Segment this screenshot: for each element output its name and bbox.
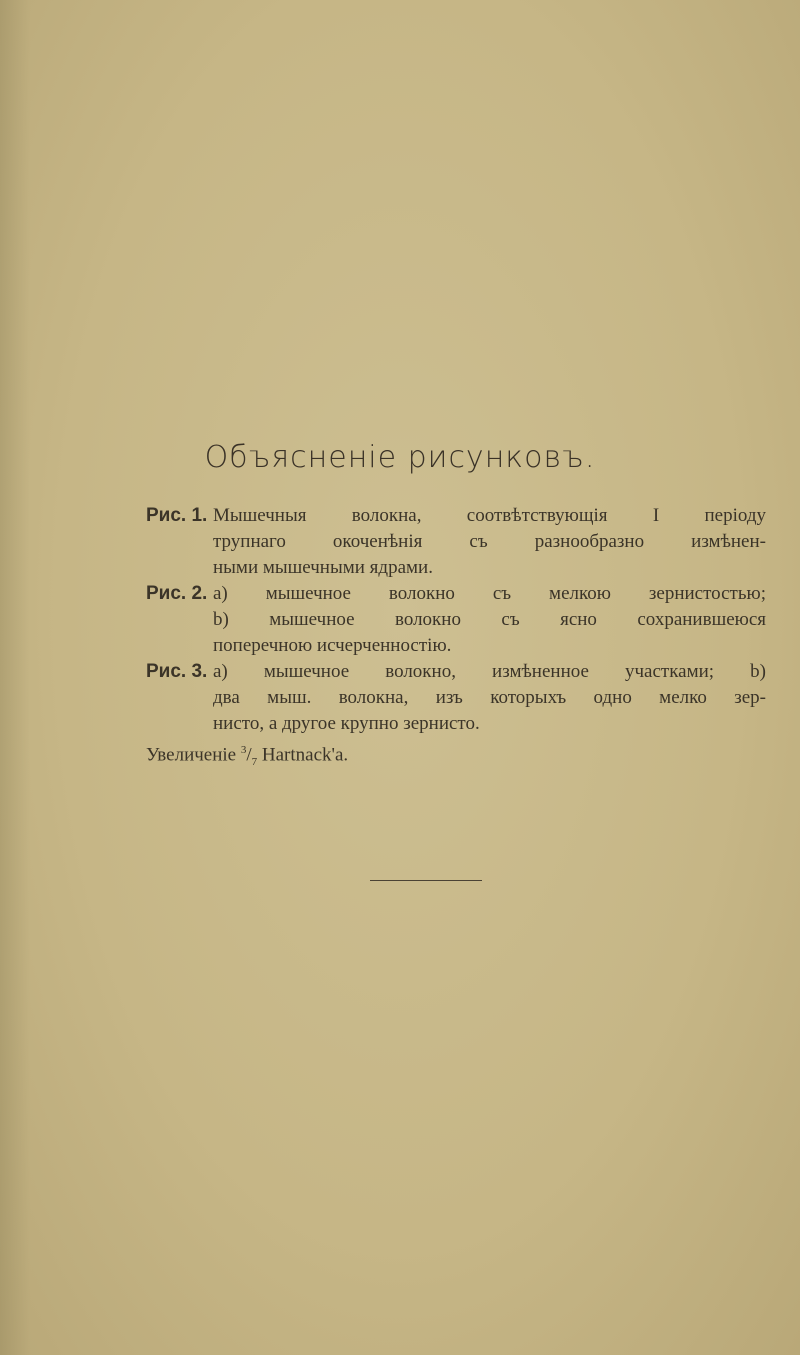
- magnification-note: Увеличеніе $^3/_7$ Hartnack'a.: [146, 744, 349, 769]
- magnification-numerator: 3: [240, 744, 247, 756]
- entry-line: ными мышечными ядрами.: [213, 557, 433, 578]
- figure-label: Рис. 3.: [146, 661, 208, 682]
- entry-line: нисто, a другое крупно зернисто.: [213, 713, 480, 734]
- figure-label: Рис. 1.: [146, 505, 208, 526]
- entry-line: два мыш. волокна, изъ которыхъ одно мелко зер-: [213, 687, 766, 708]
- magnification-denominator: 7: [251, 756, 258, 769]
- page-title: Объясненіе рисунковъ.: [204, 440, 596, 475]
- figure-label: Рис. 2.: [146, 583, 208, 604]
- magnification-label: Увеличеніе: [146, 744, 237, 766]
- entry-line: Мышечныя волокна, соотвѣтствующія I періоду: [213, 505, 766, 526]
- figure-explanations: [146, 503, 766, 775]
- entry-line: поперечною исчерченностію.: [213, 635, 452, 656]
- page-edge-shadow: [0, 0, 30, 1355]
- entry-line: a) мышечное волокно, измѣненное участками; b): [213, 661, 766, 682]
- figure-entry-3: [146, 659, 766, 737]
- figure-entry-1: [146, 503, 766, 581]
- divider-rule: [370, 880, 482, 881]
- figure-entry-2: [146, 581, 766, 659]
- entry-line: трупнаго окоченѣнія съ разнообразно измѣнен-: [213, 531, 766, 552]
- magnification-suffix: Hartnack'a.: [261, 744, 349, 766]
- entry-line: b) мышечное волокно съ ясно сохранившеюся: [213, 609, 766, 630]
- entry-line: a) мышечное волокно съ мелкою зернистостью;: [213, 583, 766, 604]
